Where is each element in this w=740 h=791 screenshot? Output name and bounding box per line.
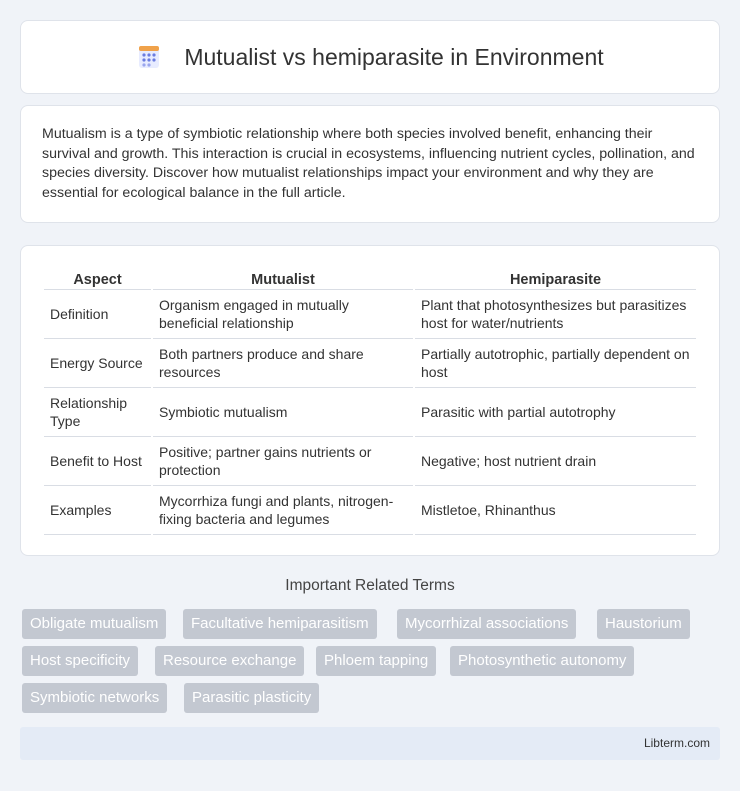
- table-cell-aspect: Definition: [44, 290, 151, 339]
- table-row: [44, 339, 696, 388]
- document-grid-icon: [136, 44, 162, 70]
- footer-site-link[interactable]: Libterm.com: [643, 736, 710, 750]
- table-cell-aspect: Energy Source: [44, 339, 151, 388]
- header-mutualist: Mutualist: [153, 266, 413, 290]
- table-cell-aspect: Benefit to Host: [44, 437, 151, 486]
- term-tag[interactable]: Parasitic plasticity: [184, 683, 319, 713]
- term-tag[interactable]: Haustorium: [597, 609, 690, 639]
- term-tag[interactable]: Photosynthetic autonomy: [450, 646, 634, 676]
- footer: [20, 727, 720, 760]
- table-row: [44, 388, 696, 437]
- table-cell-mutualist: Symbiotic mutualism: [153, 388, 413, 437]
- intro-card: [20, 105, 720, 223]
- term-tag[interactable]: Resource exchange: [155, 646, 304, 676]
- table-cell-hemiparasite: Mistletoe, Rhinanthus: [415, 486, 696, 535]
- comparison-table-card: [20, 245, 720, 556]
- table-cell-mutualist: Organism engaged in mutually beneficial relationship: [153, 290, 413, 339]
- term-tag[interactable]: Host specificity: [22, 646, 138, 676]
- table-row: [44, 437, 696, 486]
- related-terms-title: Important Related Terms: [285, 577, 455, 594]
- table-cell-aspect: Relationship Type: [44, 388, 151, 437]
- table-cell-mutualist: Mycorrhiza fungi and plants, nitrogen-fixing bacteria and legumes: [153, 486, 413, 535]
- table-cell-hemiparasite: Partially autotrophic, partially dependent on host: [415, 339, 696, 388]
- comparison-table: [42, 266, 698, 535]
- term-tag[interactable]: Obligate mutualism: [22, 609, 166, 639]
- header-hemiparasite: Hemiparasite: [415, 266, 696, 290]
- header-aspect: Aspect: [44, 266, 151, 290]
- term-tag[interactable]: Symbiotic networks: [22, 683, 167, 713]
- table-header-row: [44, 266, 696, 290]
- table-row: [44, 486, 696, 535]
- page-title: Mutualist vs hemiparasite in Environment: [184, 43, 604, 70]
- table-cell-hemiparasite: Plant that photosynthesizes but parasitizes host for water/nutrients: [415, 290, 696, 339]
- title-card: [20, 20, 720, 94]
- table-cell-mutualist: Positive; partner gains nutrients or protection: [153, 437, 413, 486]
- table-cell-mutualist: Both partners produce and share resources: [153, 339, 413, 388]
- term-tag[interactable]: Mycorrhizal associations: [397, 609, 576, 639]
- table-cell-aspect: Examples: [44, 486, 151, 535]
- table-cell-hemiparasite: Parasitic with partial autotrophy: [415, 388, 696, 437]
- term-tag[interactable]: Facultative hemiparasitism: [183, 609, 377, 639]
- term-tag[interactable]: Phloem tapping: [316, 646, 436, 676]
- intro-text: Mutualism is a type of symbiotic relationship where both species involved benefit, enhancing their survival and growth. This interaction is crucial in ecosystems, influencing nutrient cycles, pollination, and species diversity. Discover how mutualist relationships impact your environment and why they are essential for ecological balance in the full article.: [42, 126, 695, 201]
- table-cell-hemiparasite: Negative; host nutrient drain: [415, 437, 696, 486]
- table-row: [44, 290, 696, 339]
